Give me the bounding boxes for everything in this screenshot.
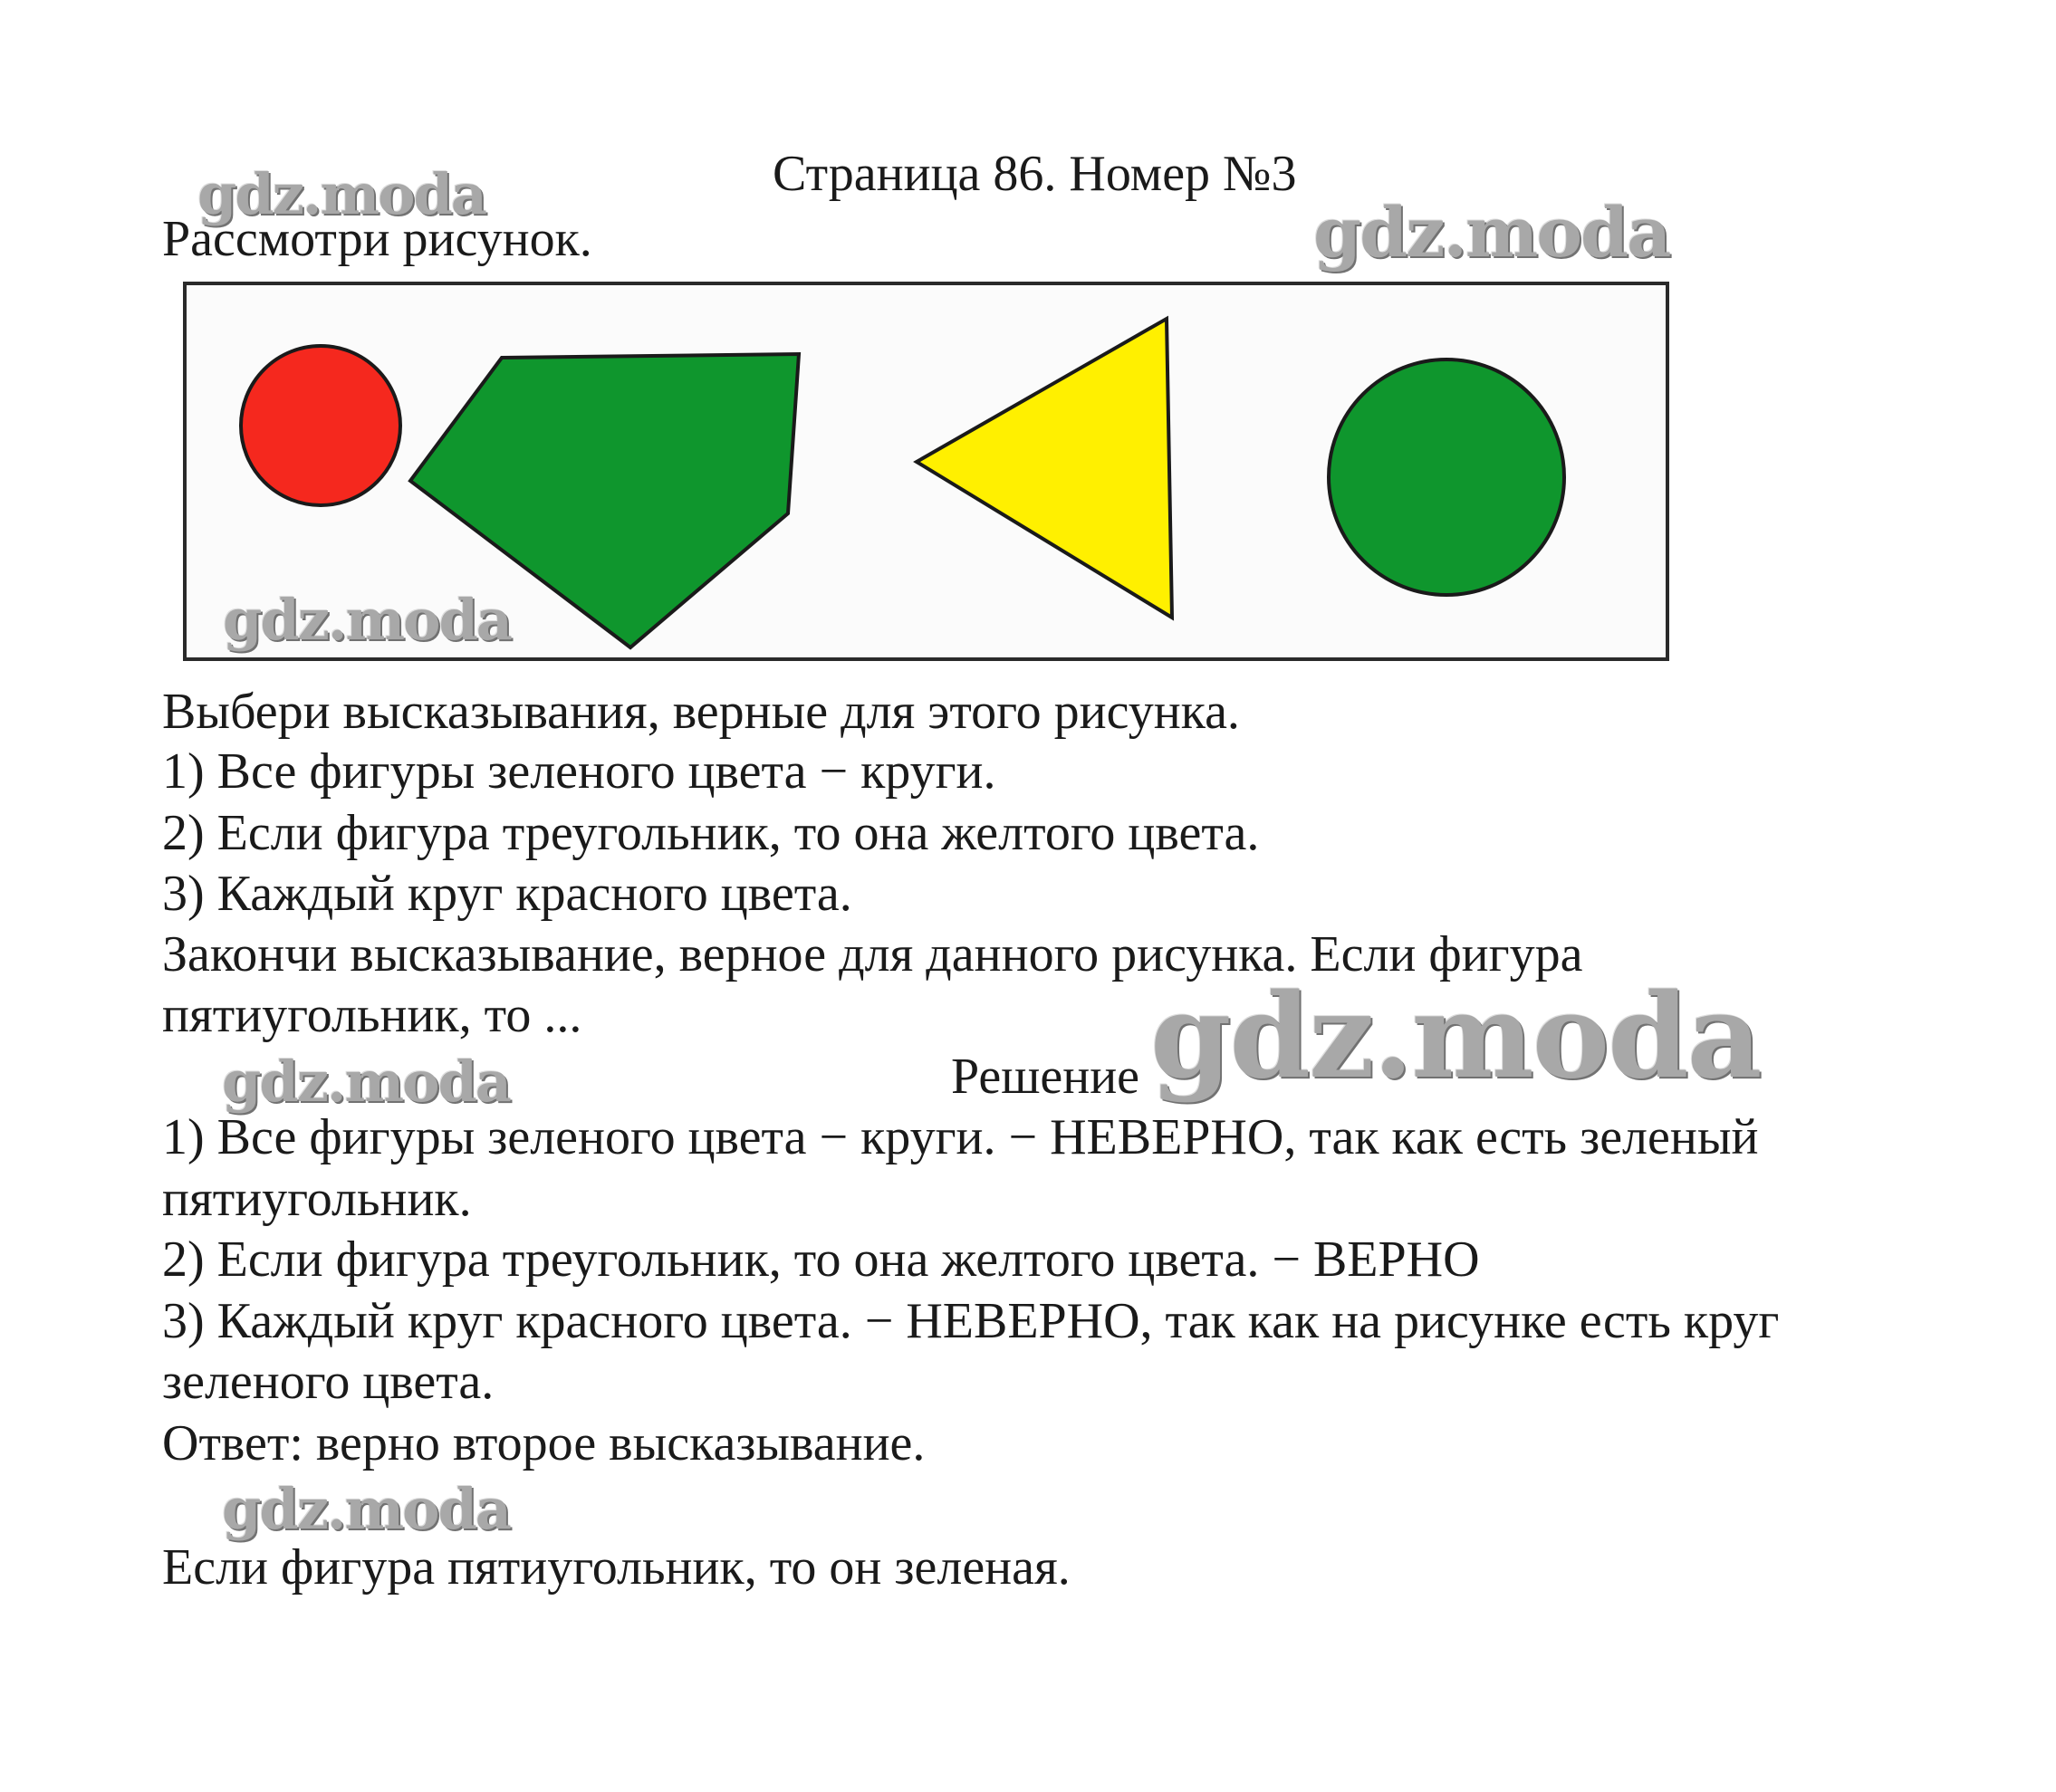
watermark: gdz.moda xyxy=(197,161,485,227)
task-line: пятиугольник, то ... xyxy=(162,987,582,1043)
final-answer: Если фигура пятиугольник, то он зеленая. xyxy=(162,1539,1071,1596)
solution-line: 1) Все фигуры зеленого цвета − круги. − НЕВЕРНО, так как есть зеленый xyxy=(162,1109,1759,1165)
page-title: Страница 86. Номер №3 xyxy=(773,146,1297,202)
answer-line: Ответ: верно второе высказывание. xyxy=(162,1415,926,1471)
task-line: Закончи высказывание, верное для данного рисунка. Если фигура xyxy=(162,926,1583,982)
green-circle xyxy=(1329,359,1564,595)
task-line: Выбери высказывания, верные для этого рисунка. xyxy=(162,684,1240,740)
yellow-triangle xyxy=(917,319,1172,618)
watermark: gdz.moda xyxy=(222,1476,510,1542)
statement-1: 1) Все фигуры зеленого цвета − круги. xyxy=(162,743,996,800)
statement-3: 3) Каждый круг красного цвета. xyxy=(162,866,852,922)
solution-line: зеленого цвета. xyxy=(162,1354,495,1410)
solution-heading: Решение xyxy=(951,1049,1140,1105)
intro-text: Рассмотри рисунок. xyxy=(162,211,592,267)
statement-2: 2) Если фигура треугольник, то она желтого цвета. xyxy=(162,805,1260,861)
solution-line: 3) Каждый круг красного цвета. − НЕВЕРНО, так как на рисунке есть круг xyxy=(162,1293,1780,1349)
watermark: gdz.moda xyxy=(222,1049,510,1115)
watermark: gdz.moda xyxy=(1313,192,1670,273)
solution-line: 2) Если фигура треугольник, то она желтого цвета. − ВЕРНО xyxy=(162,1231,1480,1288)
shapes-figure xyxy=(183,282,1669,661)
solution-line: пятиугольник. xyxy=(162,1171,472,1227)
watermark: gdz.moda xyxy=(1150,969,1761,1105)
watermark: gdz.moda xyxy=(223,587,511,653)
red-circle xyxy=(241,346,400,505)
